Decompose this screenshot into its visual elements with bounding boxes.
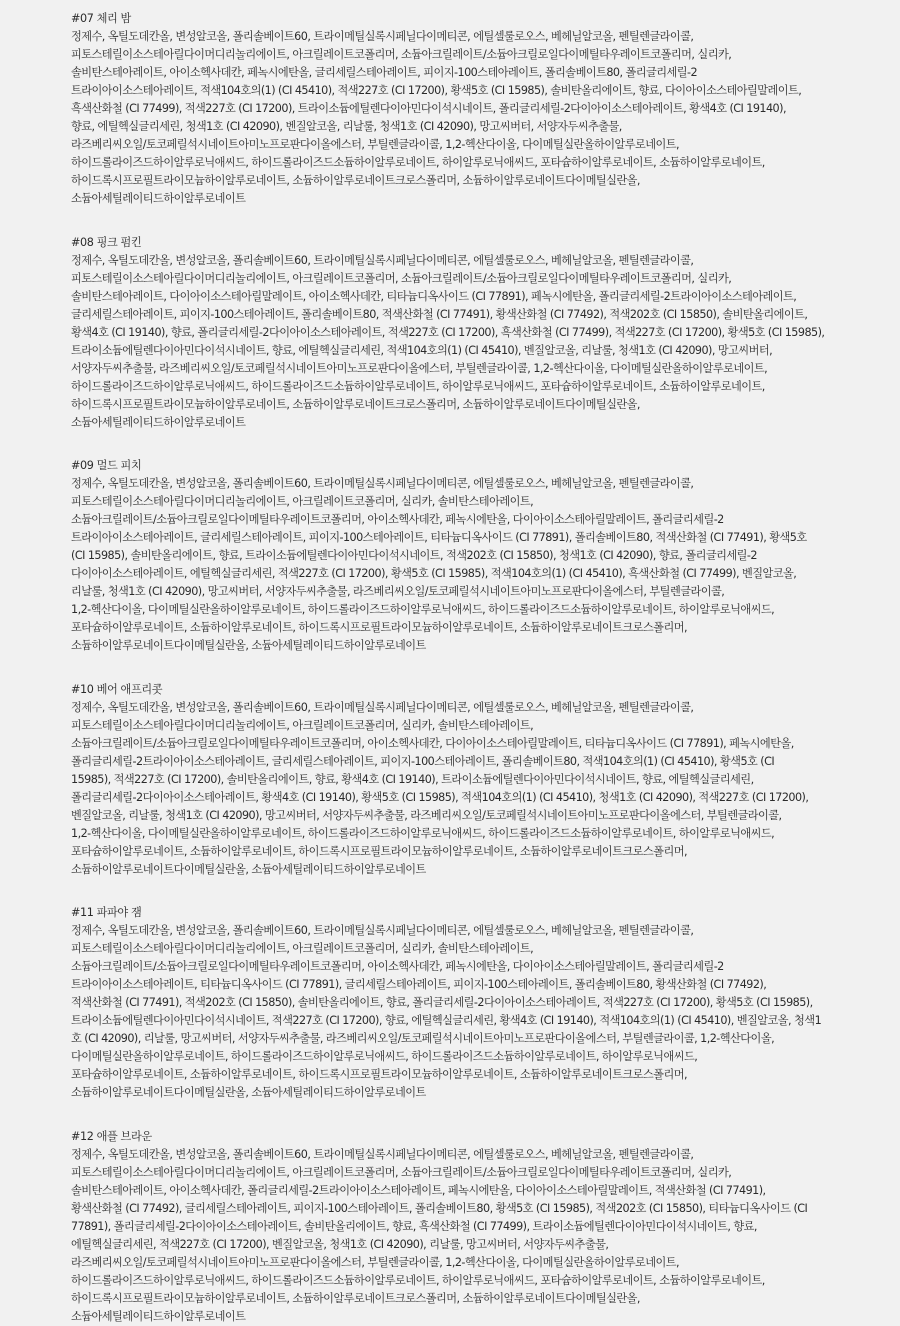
- shade-section-09: [71, 457, 830, 655]
- ingredient-line: 소듐하이알루로네이트다이메틸실란올, 소듐아세틸레이티드하이알루로네이트: [71, 1086, 426, 1099]
- ingredient-line: 소듐하이알루로네이트다이메틸실란올, 소듐아세틸레이티드하이알루로네이트: [71, 862, 426, 876]
- ingredient-line: 호 (CI 42090), 리날룰, 망고씨버터, 서양자두씨추출물, 라즈베리씨오일/토코페릴석시네이트아미노프로판다이올에스터, 부틸렌글라이콜, 1,2-헥산다이올,: [71, 1032, 775, 1045]
- ingredient-line: 1,2-헥산다이올, 다이메틸실란올하이알루로네이트, 하이드롤라이즈드하이알루로닉애씨드, 하이드롤라이즈드소듐하이알루로네이트, 하이알루로닉애씨드,: [71, 826, 775, 840]
- ingredient-line: 벤질알코올, 리날룰, 청색1호 (CI 42090), 망고씨버터, 서양자두씨추출물, 라즈베리씨오일/토코페릴석시네이트아미노프로판다이올에스터, 부틸렌글라이콜,: [71, 808, 782, 822]
- ingredient-line: 트라이소듐에틸렌다이아민다이석시네이트, 적색227호 (CI 17200), 향료, 에틸헥실글리세린, 황색4호 (CI 19140), 적색104호의(1) (CI 45410), 벤질알코올, 청색1: [71, 1014, 822, 1027]
- ingredient-line: 정제수, 옥틸도데칸올, 변성알코올, 폴리솔베이트60, 트라이메틸실록시페닐다이메티콘, 에틸셀룰로오스, 베헤닐알코올, 펜틸렌글라이콜,: [71, 924, 694, 937]
- shade-section-10: [71, 681, 830, 879]
- ingredient-line: 에틸헥실글리세린, 적색227호 (CI 17200), 벤질알코올, 청색1호 (CI 42090), 리날룰, 망고씨버터, 서양자두씨추출물,: [71, 1237, 609, 1251]
- ingredient-line: 폴리글리세릴-2트라이아이소스테아레이트, 글리세릴스테아레이트, 피이지-100스테아레이트, 폴리솔베이트80, 적색104호의(1) (CI 45410), 황색5호 (CI: [71, 754, 775, 768]
- section-title: #07 체리 밤: [71, 12, 131, 25]
- ingredient-line: 다이메틸실란올하이알루로네이트, 하이드롤라이즈드하이알루로닉애씨드, 하이드롤라이즈드소듐하이알루로네이트, 하이알루로닉애씨드,: [71, 1050, 698, 1063]
- ingredient-line: 글리세릴스테아레이트, 피이지-100스테아레이트, 폴리솔베이트80, 적색산화철 (CI 77491), 황색산화철 (CI 77492), 적색202호 (CI 15850), 솔비탄올리에이트,: [71, 307, 808, 321]
- section-title: #09 멀드 피치: [71, 459, 142, 472]
- ingredient-line: 포타슘하이알루로네이트, 소듐하이알루로네이트, 하이드록시프로필트라이모늄하이알루로네이트, 소듐하이알루로네이트크로스폴리머,: [71, 1068, 687, 1081]
- ingredient-line: 향료, 에틸헥실글리세린, 청색1호 (CI 42090), 벤질알코올, 리날룰, 청색1호 (CI 42090), 망고씨버터, 서양자두씨추출물,: [71, 120, 622, 133]
- ingredient-line: 솔비탄스테아레이트, 아이소헥사데칸, 페녹시에탄올, 글리세릴스테아레이트, 피이지-100스테아레이트, 폴리솔베이트80, 폴리글리세릴-2: [71, 66, 698, 79]
- ingredient-line: 15985), 적색227호 (CI 17200), 솔비탄올리에이트, 향료, 황색4호 (CI 19140), 트라이소듐에틸렌다이아민다이석시네이트, 향료, 에틸헥실글리세린,: [71, 772, 754, 786]
- ingredient-line: 소듐아크릴레이트/소듐아크릴로일다이메틸타우레이트코폴리머, 아이소헥사데칸, 페녹시에탄올, 다이아이소스테아릴말레이트, 폴리글리세릴-2: [71, 513, 724, 526]
- ingredient-line: 정제수, 옥틸도데칸올, 변성알코올, 폴리솔베이트60, 트라이메틸실록시페닐다이메티콘, 에틸셀룰로오스, 베헤닐알코올, 펜틸렌글라이콜,: [71, 477, 694, 490]
- ingredient-line: 피토스테릴이소스테아릴다이머디리놀리에이트, 아크릴레이트코폴리머, 실리카, 솔비탄스테아레이트,: [71, 495, 534, 508]
- ingredient-line: 소듐아크릴레이트/소듐아크릴로일다이메틸타우레이트코폴리머, 아이소헥사데칸, 페녹시에탄올, 다이아이소스테아릴말레이트, 폴리글리세릴-2: [71, 960, 724, 973]
- ingredient-line: 트라이아이소스테아레이트, 티타늄디옥사이드 (CI 77891), 글리세릴스테아레이트, 피이지-100스테아레이트, 폴리솔베이트80, 황색산화철 (CI 77492),: [71, 978, 767, 991]
- ingredient-line: 피토스테릴이소스테아릴다이머디리놀리에이트, 아크릴레이트코폴리머, 소듐아크릴레이트/소듐아크릴로일다이메틸타우레이트코폴리머, 실리카,: [71, 48, 732, 61]
- shade-section-12: [71, 1128, 830, 1326]
- ingredient-line: 트라이아이소스테아레이트, 적색104호의(1) (CI 45410), 적색227호 (CI 17200), 황색5호 (CI 15985), 솔비탄올리에이트, 향료, 다이아이소스테아릴말레이트,: [71, 84, 802, 97]
- ingredient-line: 정제수, 옥틸도데칸올, 변성알코올, 폴리솔베이트60, 트라이메틸실록시페닐다이메티콘, 에틸셀룰로오스, 베헤닐알코올, 펜틸렌글라이콜,: [71, 700, 694, 714]
- ingredient-line: 리날룰, 청색1호 (CI 42090), 망고씨버터, 서양자두씨추출물, 라즈베리씨오일/토코페릴석시네이트아미노프로판다이올에스터, 부틸렌글라이콜,: [71, 585, 725, 598]
- shade-section-11: [71, 904, 830, 1102]
- ingredient-line: 하이드록시프로필트라이모늄하이알루로네이트, 소듐하이알루로네이트크로스폴리머, 소듐하이알루로네이트다이메틸실란올,: [71, 174, 640, 187]
- ingredient-line: 77891), 폴리글리세릴-2다이아이소스테아레이트, 솔비탄올리에이트, 향료, 흑색산화철 (CI 77499), 트라이소듐에틸렌다이아민다이석시네이트, 향료,: [71, 1219, 757, 1233]
- ingredient-line: 다이아이소스테아레이트, 에틸헥실글리세린, 적색227호 (CI 17200), 황색5호 (CI 15985), 적색104호의(1) (CI 45410), 흑색산화철 (CI 77499), 벤질알코올,: [71, 567, 797, 580]
- section-title: #11 파파야 잼: [71, 906, 142, 919]
- ingredient-line: 솔비탄스테아레이트, 아이소헥사데칸, 폴리글리세릴-2트라이아이소스테아레이트, 페녹시에탄올, 다이아이소스테아릴말레이트, 적색산화철 (CI 77491),: [71, 1183, 766, 1197]
- ingredient-line: 황색산화철 (CI 77492), 글리세릴스테아레이트, 피이지-100스테아레이트, 폴리솔베이트80, 황색5호 (CI 15985), 적색202호 (CI 15850), 티타늄디옥사이드 (CI: [71, 1201, 808, 1215]
- ingredient-line: 정제수, 옥틸도데칸올, 변성알코올, 폴리솔베이트60, 트라이메틸실록시페닐다이메티콘, 에틸셀룰로오스, 베헤닐알코올, 펜틸렌글라이콜,: [71, 30, 694, 43]
- ingredient-line: 피토스테릴이소스테아릴다이머디리놀리에이트, 아크릴레이트코폴리머, 소듐아크릴레이트/소듐아크릴로일다이메틸타우레이트코폴리머, 실리카,: [71, 271, 732, 285]
- shade-section-07: [71, 10, 830, 208]
- ingredient-line: 트라이소듐에틸렌다이아민다이석시네이트, 향료, 에틸헥실글리세린, 적색104호의(1) (CI 45410), 벤질알코올, 리날룰, 청색1호 (CI 42090), 망고씨버터,: [71, 343, 773, 357]
- ingredient-line: 흑색산화철 (CI 77499), 적색227호 (CI 17200), 트라이소듐에틸렌다이아민다이석시네이트, 폴리글리세릴-2다이아이소스테아레이트, 황색4호 (CI 19140),: [71, 102, 786, 115]
- section-title: #08 핑크 펌킨: [71, 235, 142, 249]
- ingredient-line: 하이드롤라이즈드하이알루로닉애씨드, 하이드롤라이즈드소듐하이알루로네이트, 하이알루로닉애씨드, 포타슘하이알루로네이트, 소듐하이알루로네이트,: [71, 156, 765, 169]
- ingredient-line: 라즈베리씨오일/토코페릴석시네이트아미노프로판다이올에스터, 부틸렌글라이콜, 1,2-헥산다이올, 다이메틸실란올하이알루로네이트,: [71, 1255, 680, 1269]
- ingredient-line: 소듐아세틸레이티드하이알루로네이트: [71, 192, 246, 205]
- ingredient-line: 솔비탄스테아레이트, 다이아이소스테아릴말레이트, 아이소헥사데칸, 티타늄디옥사이드 (CI 77891), 페녹시에탄올, 폴리글리세릴-2트라이아이소스테아레이트,: [71, 289, 797, 303]
- ingredient-line: 소듐하이알루로네이트다이메틸실란올, 소듐아세틸레이티드하이알루로네이트: [71, 639, 426, 652]
- ingredient-line: 라즈베리씨오일/토코페릴석시네이트아미노프로판다이올에스터, 부틸렌글라이콜, 1,2-헥산다이올, 다이메틸실란올하이알루로네이트,: [71, 138, 680, 151]
- ingredient-line: 정제수, 옥틸도데칸올, 변성알코올, 폴리솔베이트60, 트라이메틸실록시페닐다이메티콘, 에틸셀룰로오스, 베헤닐알코올, 펜틸렌글라이콜,: [71, 253, 694, 267]
- section-title: #10 베어 애프리콧: [71, 682, 163, 696]
- ingredient-line: 하이드록시프로필트라이모늄하이알루로네이트, 소듐하이알루로네이트크로스폴리머, 소듐하이알루로네이트다이메틸실란올,: [71, 397, 640, 411]
- section-title: #12 애플 브라운: [71, 1129, 152, 1143]
- ingredient-line: 폴리글리세릴-2다이아이소스테아레이트, 황색4호 (CI 19140), 황색5호 (CI 15985), 적색104호의(1) (CI 45410), 청색1호 (CI 42090), 적색227호 (CI 17200),: [71, 790, 809, 804]
- ingredient-line: (CI 15985), 솔비탄올리에이트, 향료, 트라이소듐에틸렌다이아민다이석시네이트, 적색202호 (CI 15850), 청색1호 (CI 42090), 향료, 폴리글리세릴-2: [71, 549, 757, 562]
- ingredient-line: 포타슘하이알루로네이트, 소듐하이알루로네이트, 하이드록시프로필트라이모늄하이알루로네이트, 소듐하이알루로네이트크로스폴리머,: [71, 844, 687, 858]
- ingredient-line: 적색산화철 (CI 77491), 적색202호 (CI 15850), 솔비탄올리에이트, 향료, 폴리글리세릴-2다이아이소스테아레이트, 적색227호 (CI 17200), 황색5호 (CI 15985),: [71, 996, 813, 1009]
- ingredient-line: 피토스테릴이소스테아릴다이머디리놀리에이트, 아크릴레이트코폴리머, 소듐아크릴레이트/소듐아크릴로일다이메틸타우레이트코폴리머, 실리카,: [71, 1165, 732, 1179]
- ingredient-line: 소듐아크릴레이트/소듐아크릴로일다이메틸타우레이트코폴리머, 아이소헥사데칸, 다이아이소스테아릴말레이트, 티타늄디옥사이드 (CI 77891), 페녹시에탄올,: [71, 736, 794, 750]
- ingredient-line: 포타슘하이알루로네이트, 소듐하이알루로네이트, 하이드록시프로필트라이모늄하이알루로네이트, 소듐하이알루로네이트크로스폴리머,: [71, 621, 687, 634]
- ingredient-line: 소듐아세틸레이티드하이알루로네이트: [71, 415, 246, 429]
- ingredient-line: 하이드롤라이즈드하이알루로닉애씨드, 하이드롤라이즈드소듐하이알루로네이트, 하이알루로닉애씨드, 포타슘하이알루로네이트, 소듐하이알루로네이트,: [71, 379, 765, 393]
- ingredient-line: 1,2-헥산다이올, 다이메틸실란올하이알루로네이트, 하이드롤라이즈드하이알루로닉애씨드, 하이드롤라이즈드소듐하이알루로네이트, 하이알루로닉애씨드,: [71, 603, 775, 616]
- ingredient-line: 피토스테릴이소스테아릴다이머디리놀리에이트, 아크릴레이트코폴리머, 실리카, 솔비탄스테아레이트,: [71, 718, 534, 732]
- ingredient-line: 황색4호 (CI 19140), 향료, 폴리글리세릴-2다이아이소스테아레이트, 적색227호 (CI 17200), 흑색산화철 (CI 77499), 적색227호 (CI 17200), 황색5호 (CI 15985),: [71, 325, 825, 339]
- shade-section-08: [71, 234, 830, 432]
- ingredient-line: 하이드롤라이즈드하이알루로닉애씨드, 하이드롤라이즈드소듐하이알루로네이트, 하이알루로닉애씨드, 포타슘하이알루로네이트, 소듐하이알루로네이트,: [71, 1273, 765, 1287]
- ingredient-line: 하이드록시프로필트라이모늄하이알루로네이트, 소듐하이알루로네이트크로스폴리머, 소듐하이알루로네이트다이메틸실란올,: [71, 1291, 640, 1305]
- ingredient-line: 소듐아세틸레이티드하이알루로네이트: [71, 1309, 246, 1323]
- ingredient-line: 트라이아이소스테아레이트, 글리세릴스테아레이트, 피이지-100스테아레이트, 티타늄디옥사이드 (CI 77891), 폴리솔베이트80, 적색산화철 (CI 77491), 황색5호: [71, 531, 807, 544]
- ingredient-line: 정제수, 옥틸도데칸올, 변성알코올, 폴리솔베이트60, 트라이메틸실록시페닐다이메티콘, 에틸셀룰로오스, 베헤닐알코올, 펜틸렌글라이콜,: [71, 1147, 694, 1161]
- ingredient-line: 피토스테릴이소스테아릴다이머디리놀리에이트, 아크릴레이트코폴리머, 실리카, 솔비탄스테아레이트,: [71, 942, 534, 955]
- ingredient-line: 서양자두씨추출물, 라즈베리씨오일/토코페릴석시네이트아미노프로판다이올에스터, 부틸렌글라이콜, 1,2-헥산다이올, 다이메틸실란올하이알루로네이트,: [71, 361, 768, 375]
